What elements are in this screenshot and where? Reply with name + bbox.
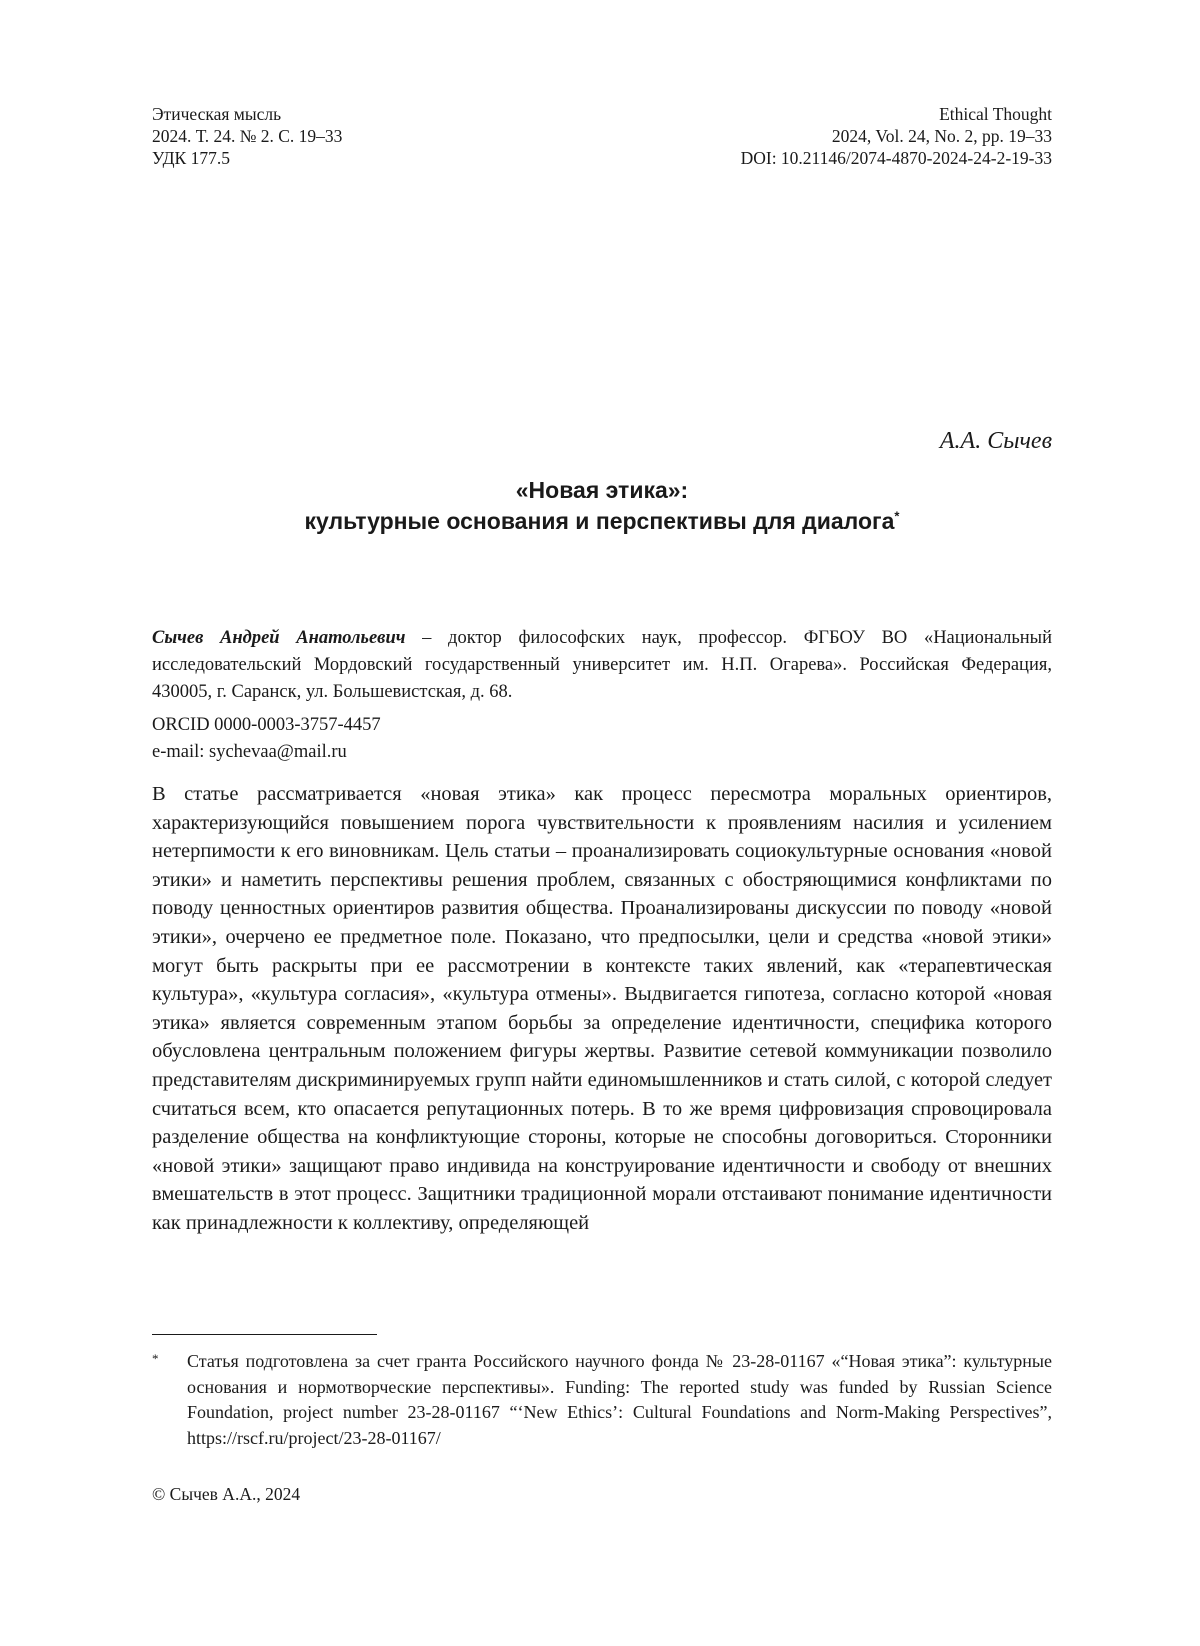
footnote	[152, 1349, 1052, 1451]
doi: DOI: 10.21146/2074-4870-2024-24-2-19-33	[740, 148, 1052, 168]
author-full-name: Сычев Андрей Анатольевич	[152, 628, 406, 648]
footnote-marker: *	[152, 1351, 159, 1366]
title-footnote-mark[interactable]: *	[894, 508, 900, 524]
journal-header-ru	[152, 103, 342, 169]
abstract: В статье рассматривается «новая этика» как процесс пересмотра моральных ориентиров, характеризующийся повышением порога чувствительности к проявлениям насилия и усилением нетерпимости к его виновникам. Цель статьи – проанализировать социокультурные основания «новой этики» и наметить перспективы решения проблем, связанных с обостряющимися конфликтами по поводу ценностных ориентиров развития общества. Проанализированы дискуссии по поводу «новой этики», очерчено ее предметное поле. Показано, что предпосылки, цели и средства «новой этики» могут быть раскрыты при ее рассмотрении в контексте таких явлений, как «терапевтическая культура», «культура согласия», «культура отмены». Выдвигается гипотеза, согласно которой «новая этика» является современным этапом борьбы за определение идентичности, специфика которого обусловлена центральным положением фигуры жертвы. Развитие сетевой коммуникации позволило представителям дискриминируемых групп найти единомышленников и стать силой, с которой следует считаться всем, кто опасается репутационных потерь. В то же время цифровизация спровоцировала разделение общества на конфликтующие стороны, которые не способны договориться. Сторонники «новой этики» защищают право индивида на конструирование идентичности и свободу от внешних вмешательств в этот процесс. Защитники традиционной морали отстаивают понимание идентичности как принадлежности к коллективу, определяющей	[152, 783, 1052, 1234]
title-line-2	[152, 506, 1052, 537]
title-line-1: «Новая этика»:	[515, 477, 689, 503]
email[interactable]: e-mail: sychevaa@mail.ru	[152, 742, 347, 762]
copyright: © Сычев А.А., 2024	[152, 1484, 301, 1504]
journal-header-en	[741, 103, 1052, 169]
orcid[interactable]: ORCID 0000-0003-3757-4457	[152, 715, 381, 735]
udk-code: УДК 177.5	[152, 148, 230, 168]
article-author: А.А. Сычев	[939, 428, 1052, 454]
title-line-2-text: культурные основания и перспективы для диалога	[304, 508, 895, 534]
journal-name-en: Ethical Thought	[939, 104, 1052, 124]
author-affiliation	[152, 625, 1052, 706]
journal-name-ru: Этическая мысль	[152, 104, 282, 124]
footnote-divider	[152, 1334, 377, 1335]
journal-issue-ru: 2024. Т. 24. № 2. С. 19–33	[152, 126, 343, 146]
article-title	[152, 475, 1052, 537]
author-contacts	[152, 712, 381, 766]
author-description: – доктор философских наук, профессор. ФГБОУ ВО «Национальный исследовательский Мордовский государственный университет им. Н.П. Огарева». Российская Федерация, 430005, г. Саранск, ул. Большевистская, д. 68.	[152, 628, 1052, 702]
footnote-text: Статья подготовлена за счет гранта Российского научного фонда № 23-28-01167 «“Новая этика”: культурные основания и нормотворческие перспективы». Funding: The reported study was funded by Russian Science Foundation, project number 23-28-01167 “‘New Ethics’: Cultural Foundations and Norm-Making Perspectives”, https://rscf.ru/project/23-28-01167/	[187, 1351, 1052, 1448]
journal-issue-en: 2024, Vol. 24, No. 2, pp. 19–33	[831, 126, 1052, 146]
